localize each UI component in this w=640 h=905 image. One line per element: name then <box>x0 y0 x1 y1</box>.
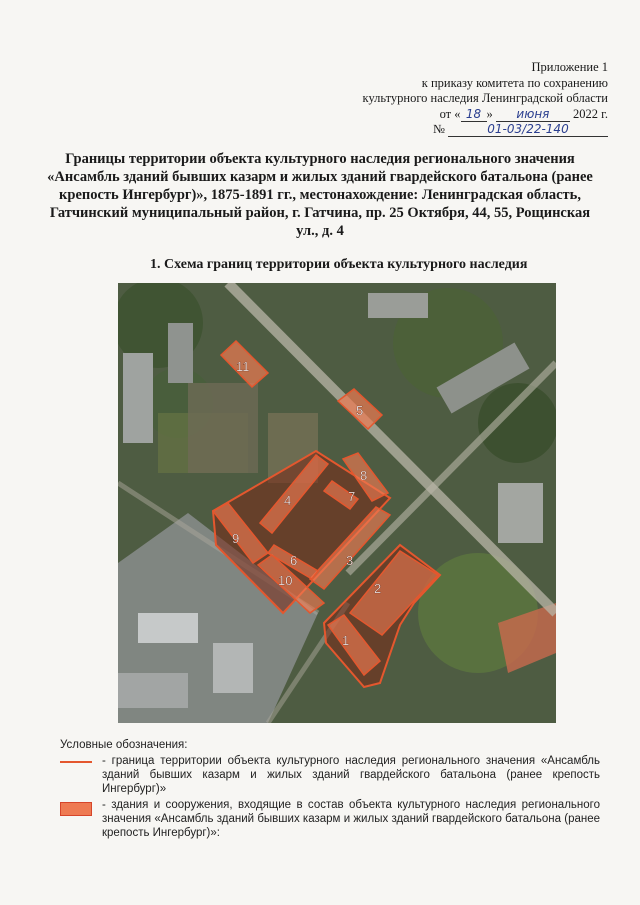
map-label-10: 10 <box>278 573 293 588</box>
aerial-map-image <box>118 283 556 723</box>
building-fill-swatch <box>60 802 92 816</box>
legend-boundary-text: - граница территории объекта культурного наследия регионального значения «Ансамбль зданий бывших казарм и жилых зданий гвардейского батальона (ранее крепость Ингербург)» <box>102 755 600 795</box>
aerial-map <box>118 283 556 723</box>
map-label-3: 3 <box>346 553 354 568</box>
legend-item-buildings <box>60 798 600 840</box>
date-mid: » <box>486 106 493 121</box>
number-value: 01-03/22-140 <box>448 122 608 137</box>
order-reference: к приказу комитета по сохранению <box>421 75 608 90</box>
boundary-line-swatch <box>60 761 92 763</box>
order-number <box>308 122 608 138</box>
map-label-7: 7 <box>348 489 356 504</box>
appendix-label: Приложение 1 <box>531 60 608 74</box>
map-label-1: 1 <box>342 633 350 648</box>
date-year: 2022 г. <box>573 106 608 121</box>
date-day: 18 <box>461 107 487 122</box>
document-title: Границы территории объекта культурного наследия регионального значения «Ансамбль зданий бывших казарм и жилых зданий гвардейского батальона (ранее крепость Ингербург)», 1875-1891 гг., местонахождение: Ленинградская область, Гатчинский муниципальный район, г. Гатчина, пр. 25 Октября, 44, 55, Рощинская ул., д. 4 <box>47 151 593 239</box>
map-legend <box>60 738 600 840</box>
map-label-2: 2 <box>374 581 382 596</box>
map-label-6: 6 <box>290 553 298 568</box>
appendix-header <box>308 60 608 138</box>
map-label-9: 9 <box>232 531 240 546</box>
legend-building-text: - здания и сооружения, входящие в состав объекта культурного наследия регионального значения «Ансамбль зданий бывших казарм и жилых зданий гвардейского батальона (ранее крепость Ингербург)»: <box>102 799 600 839</box>
legend-item-boundary <box>60 754 600 796</box>
order-date <box>308 107 608 123</box>
number-prefix: № <box>432 122 445 136</box>
date-prefix: от « <box>439 106 461 121</box>
map-label-4: 4 <box>284 493 292 508</box>
committee-name: культурного наследия Ленинградской области <box>362 91 608 105</box>
map-label-8: 8 <box>360 468 368 483</box>
date-month: июня <box>496 107 570 122</box>
map-label-5: 5 <box>356 403 364 418</box>
map-label-11: 11 <box>236 359 250 374</box>
section-title: 1. Схема границ территории объекта культурного наследия <box>150 257 528 272</box>
legend-heading: Условные обозначения: <box>60 739 188 751</box>
